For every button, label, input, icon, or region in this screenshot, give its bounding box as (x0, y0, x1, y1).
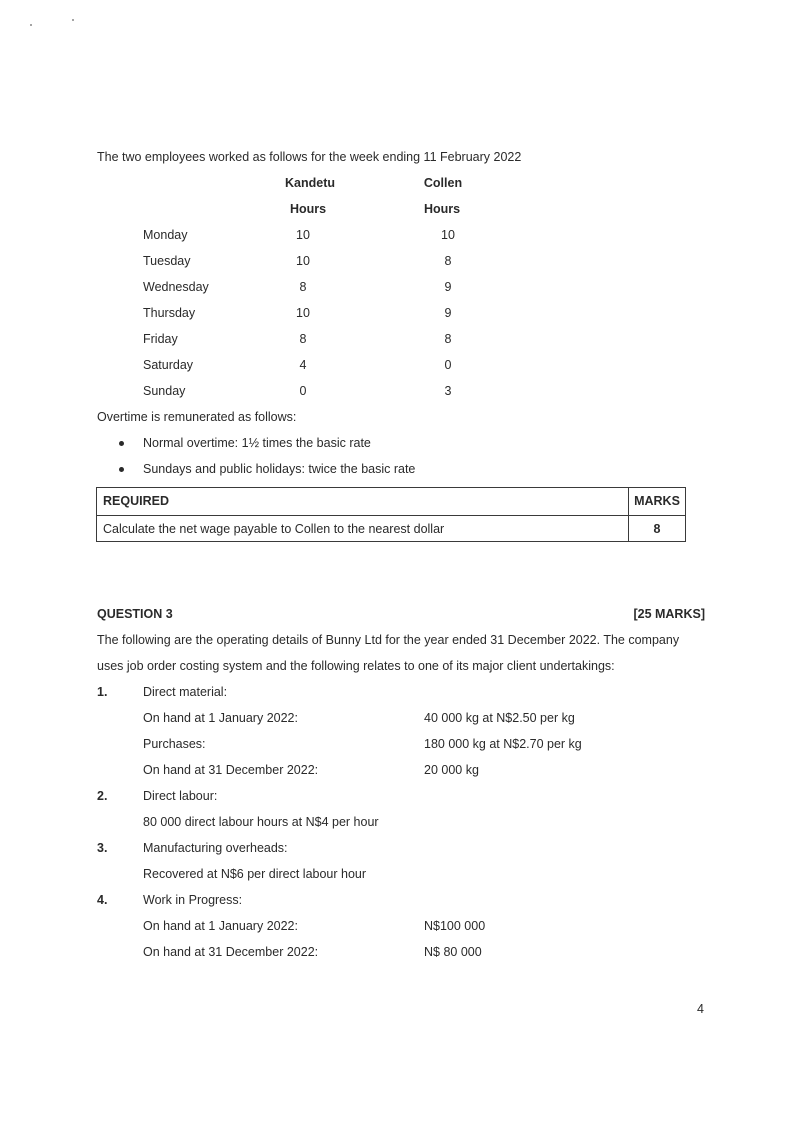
collen-hours: 8 (444, 254, 452, 268)
overtime-bullet: Normal overtime: 1½ times the basic rate (143, 436, 371, 450)
day-label: Sunday (143, 384, 186, 398)
bullet-icon (119, 441, 124, 446)
marks-header: MARKS (634, 494, 680, 508)
question-title: QUESTION 3 (97, 607, 173, 621)
question-intro: uses job order costing system and the following relates to one of its major client undertakings: (97, 659, 615, 673)
question-intro: The following are the operating details of Bunny Ltd for the year ended 31 December 2022. The company (97, 633, 680, 647)
item-line-left: On hand at 31 December 2022: (143, 945, 319, 959)
item-label: Direct material: (143, 685, 228, 699)
collen-hours: 8 (444, 332, 452, 346)
intro-text: The two employees worked as follows for the week ending 11 February 2022 (97, 150, 522, 164)
collen-hours: 9 (444, 280, 452, 294)
item-line-right: N$100 000 (424, 919, 486, 933)
item-line-left: On hand at 1 January 2022: (143, 919, 298, 933)
day-label: Friday (143, 332, 178, 346)
item-line-left: 80 000 direct labour hours at N$4 per hour (143, 815, 379, 829)
item-number: 1. (97, 685, 108, 699)
item-line-left: On hand at 31 December 2022: (143, 763, 319, 777)
day-label: Thursday (143, 306, 196, 320)
collen-hours: 3 (444, 384, 452, 398)
item-label: Work in Progress: (143, 893, 243, 907)
marks-value: 8 (653, 522, 661, 536)
item-line-right: 180 000 kg at N$2.70 per kg (424, 737, 582, 751)
kandetu-hours: 4 (299, 358, 307, 372)
kandetu-hours: 10 (296, 254, 310, 268)
kandetu-hours: 8 (299, 280, 307, 294)
item-number: 3. (97, 841, 108, 855)
bullet-icon (119, 467, 124, 472)
item-label: Manufacturing overheads: (143, 841, 288, 855)
collen-hours: 9 (444, 306, 452, 320)
item-line-right: 20 000 kg (424, 763, 479, 777)
required-table (96, 487, 686, 542)
column-subheader-collen: Hours (423, 202, 461, 216)
item-line-left: On hand at 1 January 2022: (143, 711, 298, 725)
item-number: 4. (97, 893, 108, 907)
collen-hours: 0 (444, 358, 452, 372)
item-label: Direct labour: (143, 789, 218, 803)
column-header-kandetu: Kandetu (285, 176, 335, 190)
kandetu-hours: 10 (296, 306, 310, 320)
day-label: Monday (143, 228, 188, 242)
collen-hours: 10 (441, 228, 455, 242)
table-divider (628, 488, 629, 541)
question-marks: [25 MARKS] (633, 607, 705, 621)
kandetu-hours: 10 (296, 228, 310, 242)
kandetu-hours: 0 (299, 384, 307, 398)
overtime-intro: Overtime is remunerated as follows: (97, 410, 297, 424)
day-label: Tuesday (143, 254, 191, 268)
item-line-right: 40 000 kg at N$2.50 per kg (424, 711, 575, 725)
kandetu-hours: 8 (299, 332, 307, 346)
item-number: 2. (97, 789, 108, 803)
required-header: REQUIRED (103, 494, 169, 508)
required-task: Calculate the net wage payable to Collen to the nearest dollar (103, 522, 445, 536)
page-number: 4 (697, 1002, 704, 1016)
item-line-left: Purchases: (143, 737, 206, 751)
day-label: Saturday (143, 358, 194, 372)
scan-speck (72, 19, 74, 21)
column-subheader-kandetu: Hours (289, 202, 327, 216)
item-line-right: N$ 80 000 (424, 945, 482, 959)
day-label: Wednesday (143, 280, 209, 294)
table-divider (97, 515, 685, 516)
column-header-collen: Collen (423, 176, 463, 190)
scan-speck (30, 24, 32, 26)
overtime-bullet: Sundays and public holidays: twice the basic rate (143, 462, 416, 476)
item-line-left: Recovered at N$6 per direct labour hour (143, 867, 367, 881)
